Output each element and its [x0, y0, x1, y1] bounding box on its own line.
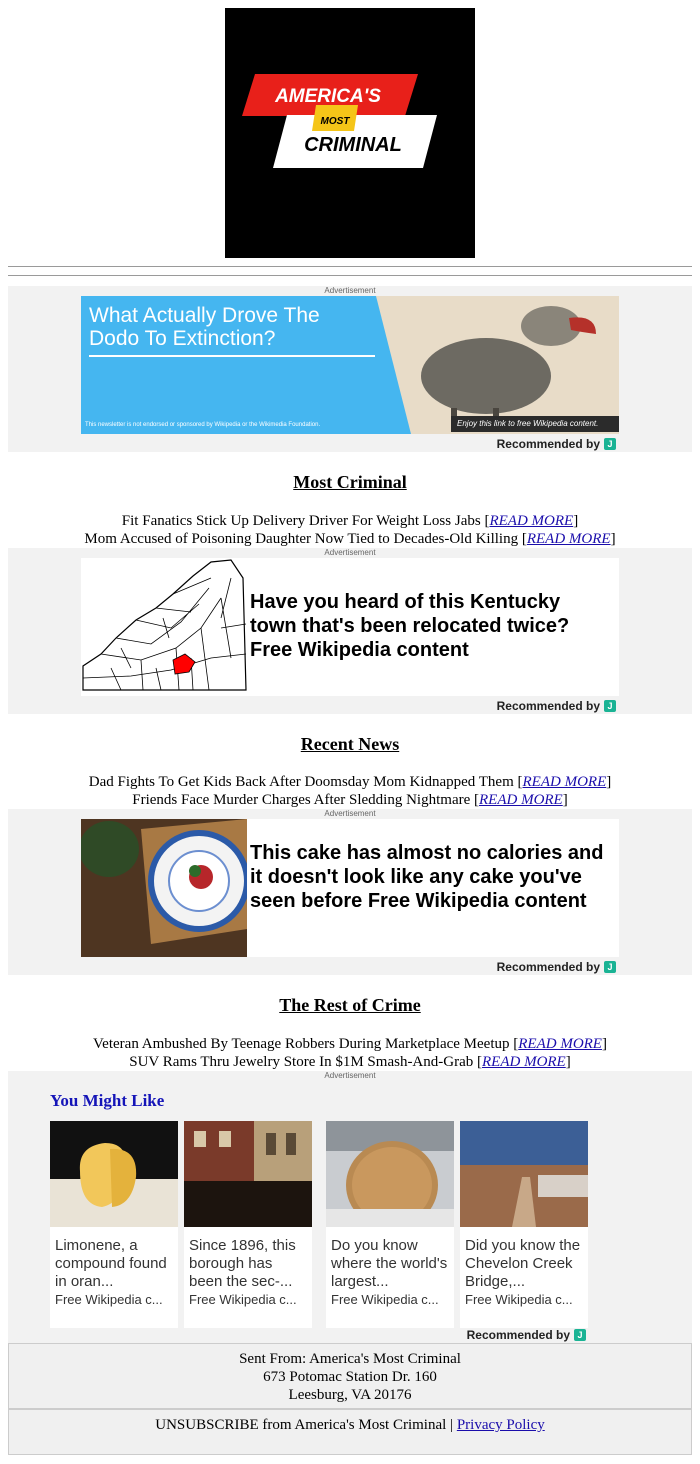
brand-logo[interactable]: [225, 8, 475, 258]
headline: Dad Fights To Get Kids Back After Doomsday Mom Kidnapped Them [READ MORE]: [88, 774, 612, 790]
dodo-body: [421, 338, 551, 414]
address-line-1: 673 Potomac Station Dr. 160: [263, 1369, 437, 1385]
jeeng-icon: J: [604, 700, 616, 712]
ad-kentucky-text: Have you heard of this Kentucky town that's been relocated twice? Free Wikipedia content: [250, 591, 570, 661]
section-title-recent-news: Recent News: [300, 734, 400, 754]
divider-bottom: [8, 275, 692, 276]
section-title-rest-of-crime: The Rest of Crime: [279, 995, 421, 1015]
ad-dodo-caption: Enjoy this link to free Wikipedia content.: [457, 419, 599, 428]
recommended-by[interactable]: [497, 960, 616, 974]
card-thumbnail: [460, 1121, 588, 1227]
headline-text: SUV Rams Thru Jewelry Store In $1M Smash-And-Grab: [129, 1054, 474, 1070]
ad-label: Advertisement: [324, 548, 376, 557]
read-more-link[interactable]: READ MORE: [482, 1054, 566, 1070]
card-thumbnail: [50, 1121, 178, 1227]
ad-banner-dodo[interactable]: [81, 296, 619, 434]
cake-plate-image: [81, 819, 247, 957]
recommendation-card[interactable]: [460, 1121, 588, 1328]
unsubscribe-link[interactable]: UNSUBSCRIBE from America's Most Criminal: [155, 1417, 447, 1433]
headline-text: Veteran Ambushed By Teenage Robbers During Marketplace Meetup: [93, 1036, 510, 1052]
ad-block-cake: [8, 809, 692, 975]
ad-banner-kentucky[interactable]: [81, 558, 619, 696]
logo-line3: CRIMINAL: [304, 134, 402, 156]
logo-line2: MOST: [320, 116, 350, 127]
ad-banner-cake[interactable]: [81, 819, 619, 957]
logo-line1: AMERICA'S: [275, 86, 381, 107]
card-source: Free Wikipedia c...: [189, 1292, 297, 1307]
address-line-2: Leesburg, VA 20176: [288, 1387, 412, 1403]
ad-block-dodo: [8, 286, 692, 452]
ad-block-kentucky: [8, 548, 692, 714]
ad-block-you-might-like: [8, 1071, 692, 1343]
card-thumbnail: [326, 1121, 454, 1227]
headline-text: Dad Fights To Get Kids Back After Doomsday Mom Kidnapped Them: [88, 774, 514, 790]
you-might-like-title: You Might Like: [50, 1091, 165, 1110]
card-thumbnail: [184, 1121, 312, 1227]
jeeng-icon: J: [604, 438, 616, 450]
recommendation-card[interactable]: [50, 1121, 178, 1328]
headline-text: Friends Face Murder Charges After Sledding Nightmare: [132, 792, 471, 808]
jeeng-icon: J: [604, 961, 616, 973]
section-title-most-criminal: Most Criminal: [293, 472, 407, 492]
read-more-link[interactable]: READ MORE: [522, 774, 607, 790]
ad-label: Advertisement: [324, 809, 376, 818]
privacy-policy-link[interactable]: Privacy Policy: [456, 1417, 545, 1433]
card-source: Free Wikipedia c...: [331, 1292, 439, 1307]
headline: Fit Fanatics Stick Up Delivery Driver For Weight Loss Jabs [READ MORE]: [121, 513, 579, 529]
ad-dodo-disclaimer: This newsletter is not endorsed or sponsored by Wikipedia or the Wikimedia Foundation.: [85, 422, 321, 428]
ad-dodo-title: What Actually Drove The Dodo To Extinction?: [89, 304, 320, 350]
recommended-by[interactable]: [497, 699, 616, 713]
read-more-link[interactable]: READ MORE: [526, 531, 611, 547]
read-more-link[interactable]: READ MORE: [479, 792, 563, 808]
recommended-by[interactable]: [497, 437, 616, 451]
footer-separator: |: [450, 1417, 454, 1433]
divider-top: [8, 266, 692, 267]
recommended-label: Recommended by: [496, 437, 600, 451]
footer-links: [8, 1409, 692, 1455]
recommended-label: Recommended by: [496, 960, 600, 974]
card-text: Limonene, a compound found in oran...: [55, 1237, 167, 1290]
headline: Veteran Ambushed By Teenage Robbers During Marketplace Meetup [READ MORE]: [93, 1036, 607, 1052]
kentucky-map-image: [81, 558, 247, 696]
recommended-label: Recommended by: [496, 699, 600, 713]
headline: SUV Rams Thru Jewelry Store In $1M Smash-And-Grab [READ MORE]: [129, 1054, 571, 1070]
card-text: Since 1896, this borough has been the sec-...: [189, 1237, 296, 1290]
sent-from: Sent From: America's Most Criminal: [239, 1351, 461, 1367]
read-more-link[interactable]: READ MORE: [489, 513, 574, 529]
ad-label: Advertisement: [324, 1071, 376, 1080]
recommendation-card[interactable]: [184, 1121, 312, 1328]
recommended-by[interactable]: [467, 1328, 586, 1342]
headline: Friends Face Murder Charges After Sledding Nightmare [READ MORE]: [132, 792, 568, 808]
card-text: Did you know the Chevelon Creek Bridge,...: [465, 1237, 581, 1290]
footer-address: [8, 1343, 692, 1409]
ad-label: Advertisement: [324, 286, 376, 295]
recommended-label: Recommended by: [466, 1328, 570, 1342]
ad-cake-text: This cake has almost no calories and it doesn't look like any cake you've seen before Free Wikipedia content: [250, 842, 604, 912]
headline: Mom Accused of Poisoning Daughter Now Tied to Decades-Old Killing [READ MORE]: [84, 531, 616, 547]
card-text: Do you know where the world's largest...: [331, 1237, 448, 1290]
card-source: Free Wikipedia c...: [55, 1292, 163, 1307]
headline-text: Fit Fanatics Stick Up Delivery Driver For Weight Loss Jabs: [121, 513, 481, 529]
card-source: Free Wikipedia c...: [465, 1292, 573, 1307]
jeeng-icon: J: [574, 1329, 586, 1341]
read-more-link[interactable]: READ MORE: [518, 1036, 602, 1052]
recommendation-card[interactable]: [326, 1121, 454, 1328]
headline-text: Mom Accused of Poisoning Daughter Now Tied to Decades-Old Killing: [84, 531, 519, 547]
